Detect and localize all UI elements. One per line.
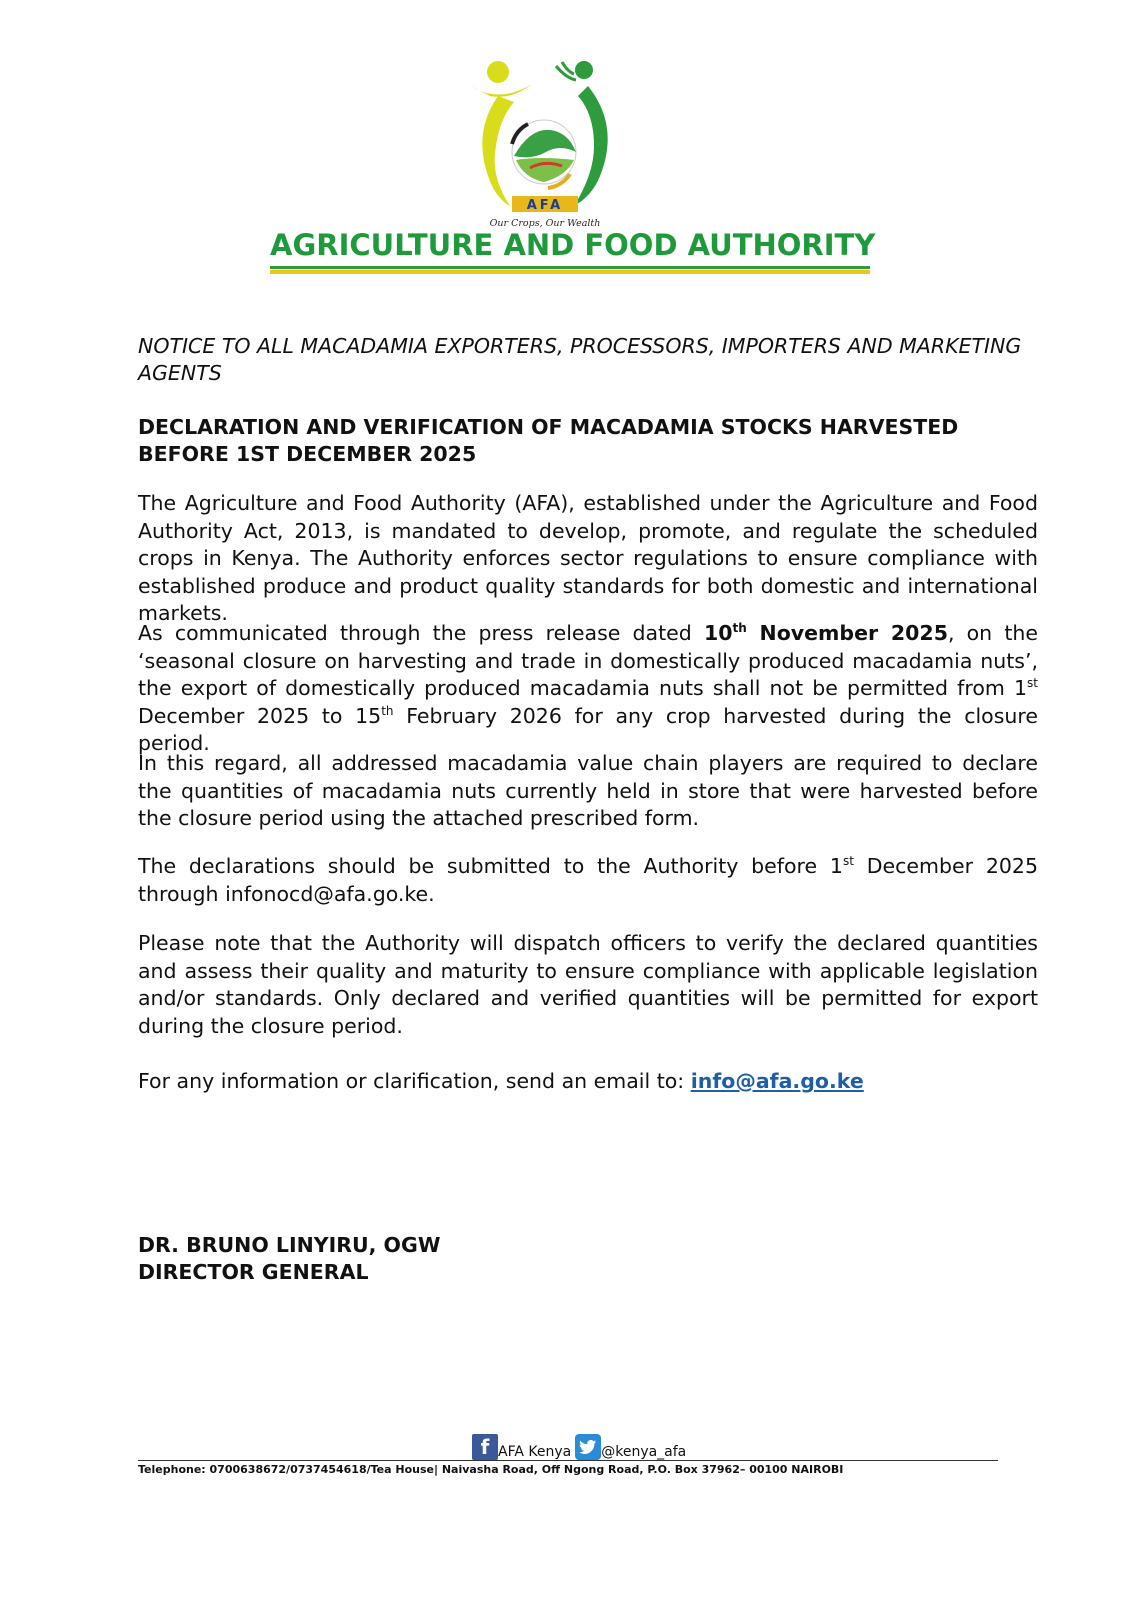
closure-text-3: December 2025 to 15 — [138, 703, 382, 728]
header-rule-yellow — [270, 270, 870, 274]
email-link[interactable]: info@afa.go.ke — [690, 1069, 864, 1093]
paragraph-mandate: The Agriculture and Food Authority (AFA), established under the Agriculture and Food Authority Act, 2013, is mandated to develop, promote, and regulate the scheduled crops in Kenya. The Authority enforces sector regulations to ensure compliance with established produce and product quality standards for both domestic and international markets. — [138, 491, 1038, 625]
closure-text-1: As communicated through the press release dated — [138, 621, 704, 645]
signature-block — [138, 1232, 1038, 1286]
contact-text: For any information or clarification, send an email to: — [138, 1069, 691, 1093]
press-release-date: 10th November 2025 — [703, 621, 948, 645]
signatory-name: DR. BRUNO LINYIRU, OGW — [138, 1233, 441, 1257]
footer-contact: Telephone: 0700638672/0737454618/Tea House| Naivasha Road, Off Ngong Road, P.O. Box 37962– 00100 NAIROBI — [138, 1463, 844, 1476]
facebook-icon[interactable]: f — [472, 1434, 498, 1460]
paragraph-declaration: In this regard, all addressed macadamia value chain players are required to declare the quantities of macadamia nuts currently held in store that were harvested before the closure period using the attached prescribed form. — [138, 751, 1038, 830]
closure-text-4: February 2026 for any crop harvested during the closure period. — [138, 703, 1038, 755]
social-links — [472, 1432, 686, 1460]
signatory-title: DIRECTOR GENERAL — [138, 1260, 369, 1284]
document-heading: DECLARATION AND VERIFICATION OF MACADAMIA STOCKS HARVESTED BEFORE 1ST DECEMBER 2025 — [138, 415, 959, 466]
closure-text-2: , on the ‘seasonal closure on harvesting and trade in domestically produced macadamia nuts’, the export of domestically produced macadamia nuts shall not be permitted from 1 — [138, 621, 1038, 700]
twitter-label[interactable]: @kenya_afa — [601, 1444, 687, 1460]
afa-logo — [470, 56, 620, 231]
paragraph-submission: The declarations should be submitted to the Authority before 1st December 2025 through infonocd@afa.go.ke. — [138, 854, 1038, 906]
facebook-label[interactable]: AFA Kenya — [498, 1444, 572, 1460]
paragraph-verification: Please note that the Authority will dispatch officers to verify the declared quantities and assess their quality and maturity to ensure compliance with applicable legislation and/or standards. Only declared and verified quantities will be permitted for export during the closure period. — [138, 931, 1038, 1038]
paragraph-contact — [138, 1068, 1038, 1096]
organization-name: AGRICULTURE AND FOOD AUTHORITY — [270, 228, 876, 262]
paragraph-closure: As communicated through the press release dated 10th November 2025, on the ‘seasonal closure on harvesting and trade in domestically produced macadamia nuts’, the export of domestically produced macadamia nuts shall not be permitted from 1st December 2025 to 15th February 2026 for any crop harvested during the closure period. — [138, 621, 1038, 755]
logo-tagline: Our Crops, Our Wealth — [489, 218, 601, 229]
footer-divider — [138, 1460, 998, 1461]
header-rule-green — [270, 266, 870, 269]
logo-acronym: AFA — [526, 198, 564, 213]
notice-line: NOTICE TO ALL MACADAMIA EXPORTERS, PROCESSORS, IMPORTERS AND MARKETING AGENTS — [138, 334, 1022, 385]
twitter-icon[interactable] — [575, 1434, 601, 1460]
